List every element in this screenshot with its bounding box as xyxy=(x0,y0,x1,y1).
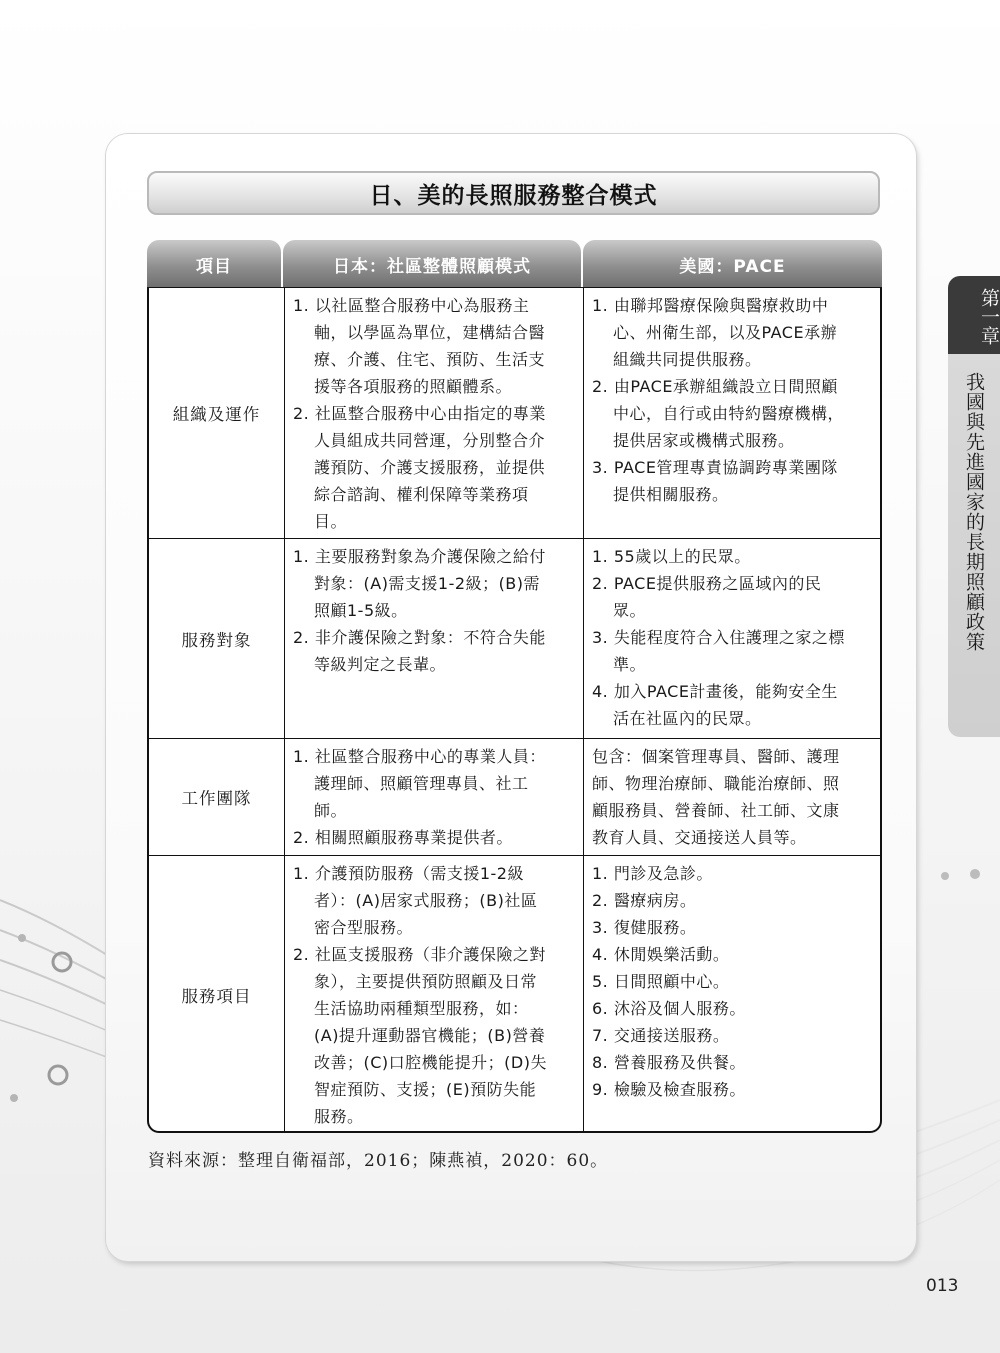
usa-cell xyxy=(583,739,880,855)
cell-line: 2. 社區支援服務（非介護保險之對 xyxy=(293,945,546,964)
cell-line: 提供相關服務。 xyxy=(613,485,729,504)
usa-cell xyxy=(583,288,880,538)
japan-cell xyxy=(284,856,583,1133)
cell-line: 對象：(A)需支援1-2級；(B)需 xyxy=(314,574,541,593)
cell-line: 1. 社區整合服務中心的專業人員： xyxy=(293,747,546,766)
cell-line: (A)提升運動器官機能；(B)營養 xyxy=(314,1026,546,1045)
row-label: 工作團隊 xyxy=(181,789,252,808)
cell-line: 護預防、介護支援服務，並提供 xyxy=(314,458,546,477)
header-japan: 日本：社區整體照顧模式 xyxy=(283,240,581,288)
cell-line: 綜合諮詢、權利保障等業務項 xyxy=(314,485,529,504)
row-label: 組織及運作 xyxy=(172,405,261,424)
cell-line: 目。 xyxy=(314,512,348,531)
table-row xyxy=(149,739,880,856)
cell-line: 6. 沐浴及個人服務。 xyxy=(592,999,746,1018)
chapter-title: 我國與先進國家的長期照顧政策 xyxy=(963,372,985,652)
table-body xyxy=(147,287,882,1133)
cell-line: 人員組成共同營運，分別整合介 xyxy=(314,431,546,450)
cell-line: 1. 門診及急診。 xyxy=(592,864,713,883)
cell-line: 1. 主要服務對象為介護保險之給付 xyxy=(293,547,546,566)
cell-line: 象），主要提供預防照顧及日常 xyxy=(314,972,538,991)
cell-line: 生活協助兩種類型服務，如： xyxy=(314,999,529,1018)
usa-cell xyxy=(583,856,880,1133)
cell-line: 組織共同提供服務。 xyxy=(613,350,762,369)
cell-line: 服務。 xyxy=(314,1107,364,1126)
cell-line: 療、介護、住宅、預防、生活支 xyxy=(314,350,546,369)
cell-line: 1. 55歲以上的民眾。 xyxy=(592,547,751,566)
table-title: 日、美的長照服務整合模式 xyxy=(147,171,880,215)
cell-line: 5. 日間照顧中心。 xyxy=(592,972,730,991)
source-note: 資料來源：整理自衛福部，2016；陳燕禎，2020：60。 xyxy=(148,1151,609,1171)
cell-line: 2. 相關照顧服務專業提供者。 xyxy=(293,828,513,847)
cell-line: 3. 失能程度符合入住護理之家之標 xyxy=(592,628,845,647)
japan-cell xyxy=(284,539,583,738)
page-number: 013 xyxy=(926,1276,959,1296)
cell-line: 心、州衛生部，以及PACE承辦 xyxy=(613,323,838,342)
cell-line: 密合型服務。 xyxy=(314,918,414,937)
table-row xyxy=(149,539,880,739)
cell-line: 改善；(C)口腔機能提升；(D)失 xyxy=(314,1053,547,1072)
header-item: 項目 xyxy=(147,240,281,288)
cell-line: 師、物理治療師、職能治療師、照 xyxy=(592,774,840,793)
cell-line: 1. 介護預防服務（需支援1-2級 xyxy=(293,864,524,883)
cell-line: 2. 社區整合服務中心由指定的專業 xyxy=(293,404,546,423)
cell-line: 師。 xyxy=(314,801,348,820)
cell-line: 8. 營養服務及供餐。 xyxy=(592,1053,746,1072)
cell-line: 等級判定之長輩。 xyxy=(314,655,447,674)
cell-line: 包含：個案管理專員、醫師、護理 xyxy=(592,747,840,766)
cell-line: 智症預防、支援；(E)預防失能 xyxy=(314,1080,537,1099)
japan-cell xyxy=(284,739,583,855)
cell-line: 4. 休閒娛樂活動。 xyxy=(592,945,730,964)
cell-line: 1. 以社區整合服務中心為服務主 xyxy=(293,296,530,315)
cell-line: 3. PACE管理專責協調跨專業團隊 xyxy=(592,458,838,477)
cell-line: 提供居家或機構式服務。 xyxy=(613,431,795,450)
cell-line: 2. 醫療病房。 xyxy=(592,891,697,910)
cell-line: 軸，以學區為單位，建構結合醫 xyxy=(314,323,546,342)
comparison-table xyxy=(147,240,882,1133)
cell-line: 顧服務員、營養師、社工師、文康 xyxy=(592,801,840,820)
table-row xyxy=(149,288,880,539)
row-label: 服務項目 xyxy=(181,987,252,1006)
cell-line: 護理師、照顧管理專員、社工 xyxy=(314,774,529,793)
cell-line: 7. 交通接送服務。 xyxy=(592,1026,730,1045)
table-row xyxy=(149,856,880,1133)
cell-line: 活在社區內的民眾。 xyxy=(613,709,762,728)
cell-line: 中心，自行或由特約醫療機構， xyxy=(613,404,845,423)
cell-line: 2. 由PACE承辦組織設立日間照顧 xyxy=(592,377,838,396)
cell-line: 者）：(A)居家式服務；(B)社區 xyxy=(314,891,538,910)
cell-line: 教育人員、交通接送人員等。 xyxy=(592,828,807,847)
table-header xyxy=(147,240,882,288)
row-label: 服務對象 xyxy=(181,630,252,650)
header-usa: 美國：PACE xyxy=(583,240,882,288)
cell-line: 眾。 xyxy=(613,601,647,620)
cell-line: 2. PACE提供服務之區域內的民 xyxy=(592,574,822,593)
cell-line: 9. 檢驗及檢查服務。 xyxy=(592,1080,746,1099)
cell-line: 照顧1-5級。 xyxy=(314,601,408,620)
cell-line: 援等各項服務的照顧體系。 xyxy=(314,377,513,396)
usa-cell xyxy=(583,539,880,738)
cell-line: 4. 加入PACE計畫後，能夠安全生 xyxy=(592,682,838,701)
cell-line: 3. 復健服務。 xyxy=(592,918,697,937)
cell-line: 1. 由聯邦醫療保險與醫療救助中 xyxy=(592,296,829,315)
cell-line: 2. 非介護保險之對象：不符合失能 xyxy=(293,628,546,647)
chapter-label: 第一章 xyxy=(978,287,1000,345)
cell-line: 準。 xyxy=(613,655,647,674)
japan-cell xyxy=(284,288,583,538)
